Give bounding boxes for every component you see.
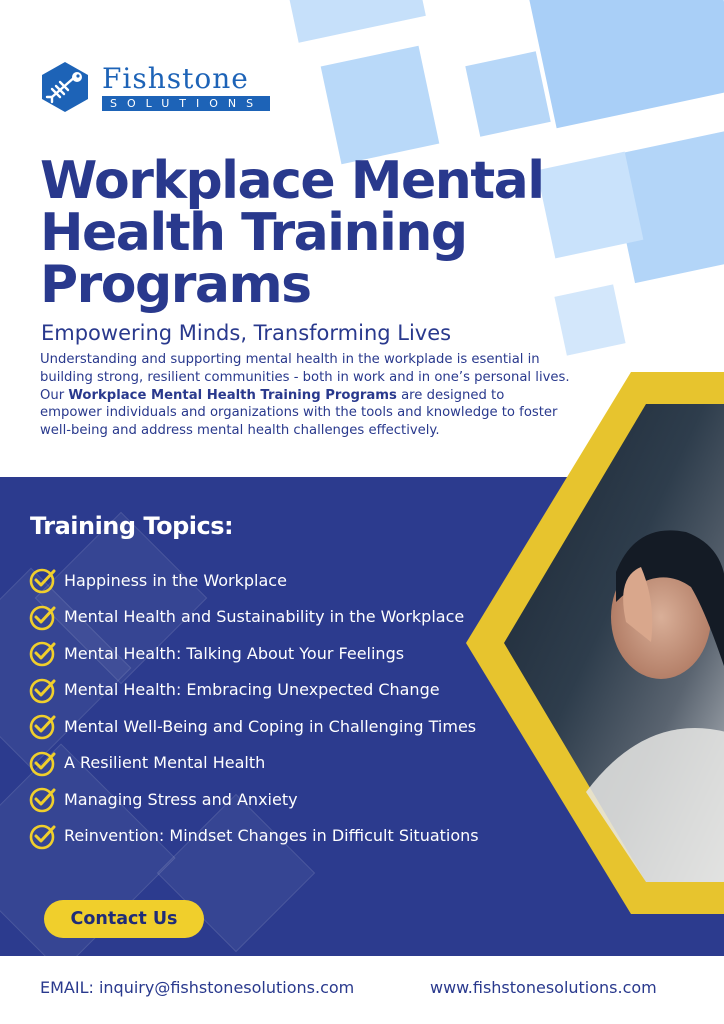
page-subtitle: Empowering Minds, Transforming Lives: [41, 321, 452, 345]
email-contact[interactable]: EMAIL: inquiry@fishstonesolutions.com: [40, 978, 355, 997]
checkmark-circle-icon: [28, 675, 58, 705]
checkmark-circle-icon: [28, 638, 58, 668]
page-title: Workplace Mental Health Training Programs: [40, 151, 544, 315]
logo-tagline: SOLUTIONS: [102, 96, 270, 111]
website-link[interactable]: www.fishstonesolutions.com: [430, 978, 657, 997]
topic-label: Mental Health and Sustainability in the Workplace: [64, 607, 465, 627]
checkmark-circle-icon: [28, 711, 58, 741]
checkmark-circle-icon: [28, 565, 58, 595]
topic-label: Happiness in the Workplace: [64, 570, 287, 590]
intro-emphasis: Workplace Mental Health Training Programs: [68, 387, 397, 403]
logo-wordmark: Fishstone: [102, 61, 249, 95]
checkmark-circle-icon: [28, 748, 58, 778]
contact-us-button[interactable]: Contact Us: [44, 900, 204, 938]
topic-label: Reinvention: Mindset Changes in Difficult Situations: [64, 826, 479, 846]
checkmark-circle-icon: [28, 784, 58, 814]
hero-photo-frame: [466, 372, 724, 914]
footer: [0, 956, 724, 1024]
intro-text: Understanding and supporting mental health in the workplade is esential in building strong, resilient communities - both in work and in one’s personal lives. Our: [40, 352, 570, 403]
topic-label: Mental Health: Talking About Your Feelings: [64, 643, 405, 663]
topic-label: Mental Health: Embracing Unexpected Change: [64, 680, 440, 700]
intro-text-end: are designed to empower individuals and organizations with the tools and knowledge to foster well-being and address mental health challenges effectively.: [40, 387, 558, 439]
topic-item: [28, 818, 479, 855]
company-logo: [38, 60, 270, 114]
training-topics-heading: Training Topics:: [30, 512, 234, 540]
topic-item: [28, 708, 479, 745]
checkmark-circle-icon: [28, 602, 58, 632]
topic-item: [28, 745, 479, 782]
checkmark-circle-icon: [28, 821, 58, 851]
fish-skeleton-icon: [38, 60, 92, 114]
decorative-square: [321, 46, 440, 165]
topic-label: Mental Well-Being and Coping in Challenging Times: [64, 716, 477, 736]
topic-item: [28, 635, 479, 672]
training-topics-list: [28, 562, 479, 854]
topic-item: [28, 599, 479, 636]
topic-item: [28, 672, 479, 709]
decorative-square: [465, 51, 550, 136]
topic-item: [28, 781, 479, 818]
decorative-square: [284, 0, 426, 43]
topic-label: A Resilient Mental Health: [64, 753, 266, 773]
topic-label: Managing Stress and Anxiety: [64, 789, 298, 809]
decorative-square: [528, 0, 724, 128]
topic-item: [28, 562, 479, 599]
